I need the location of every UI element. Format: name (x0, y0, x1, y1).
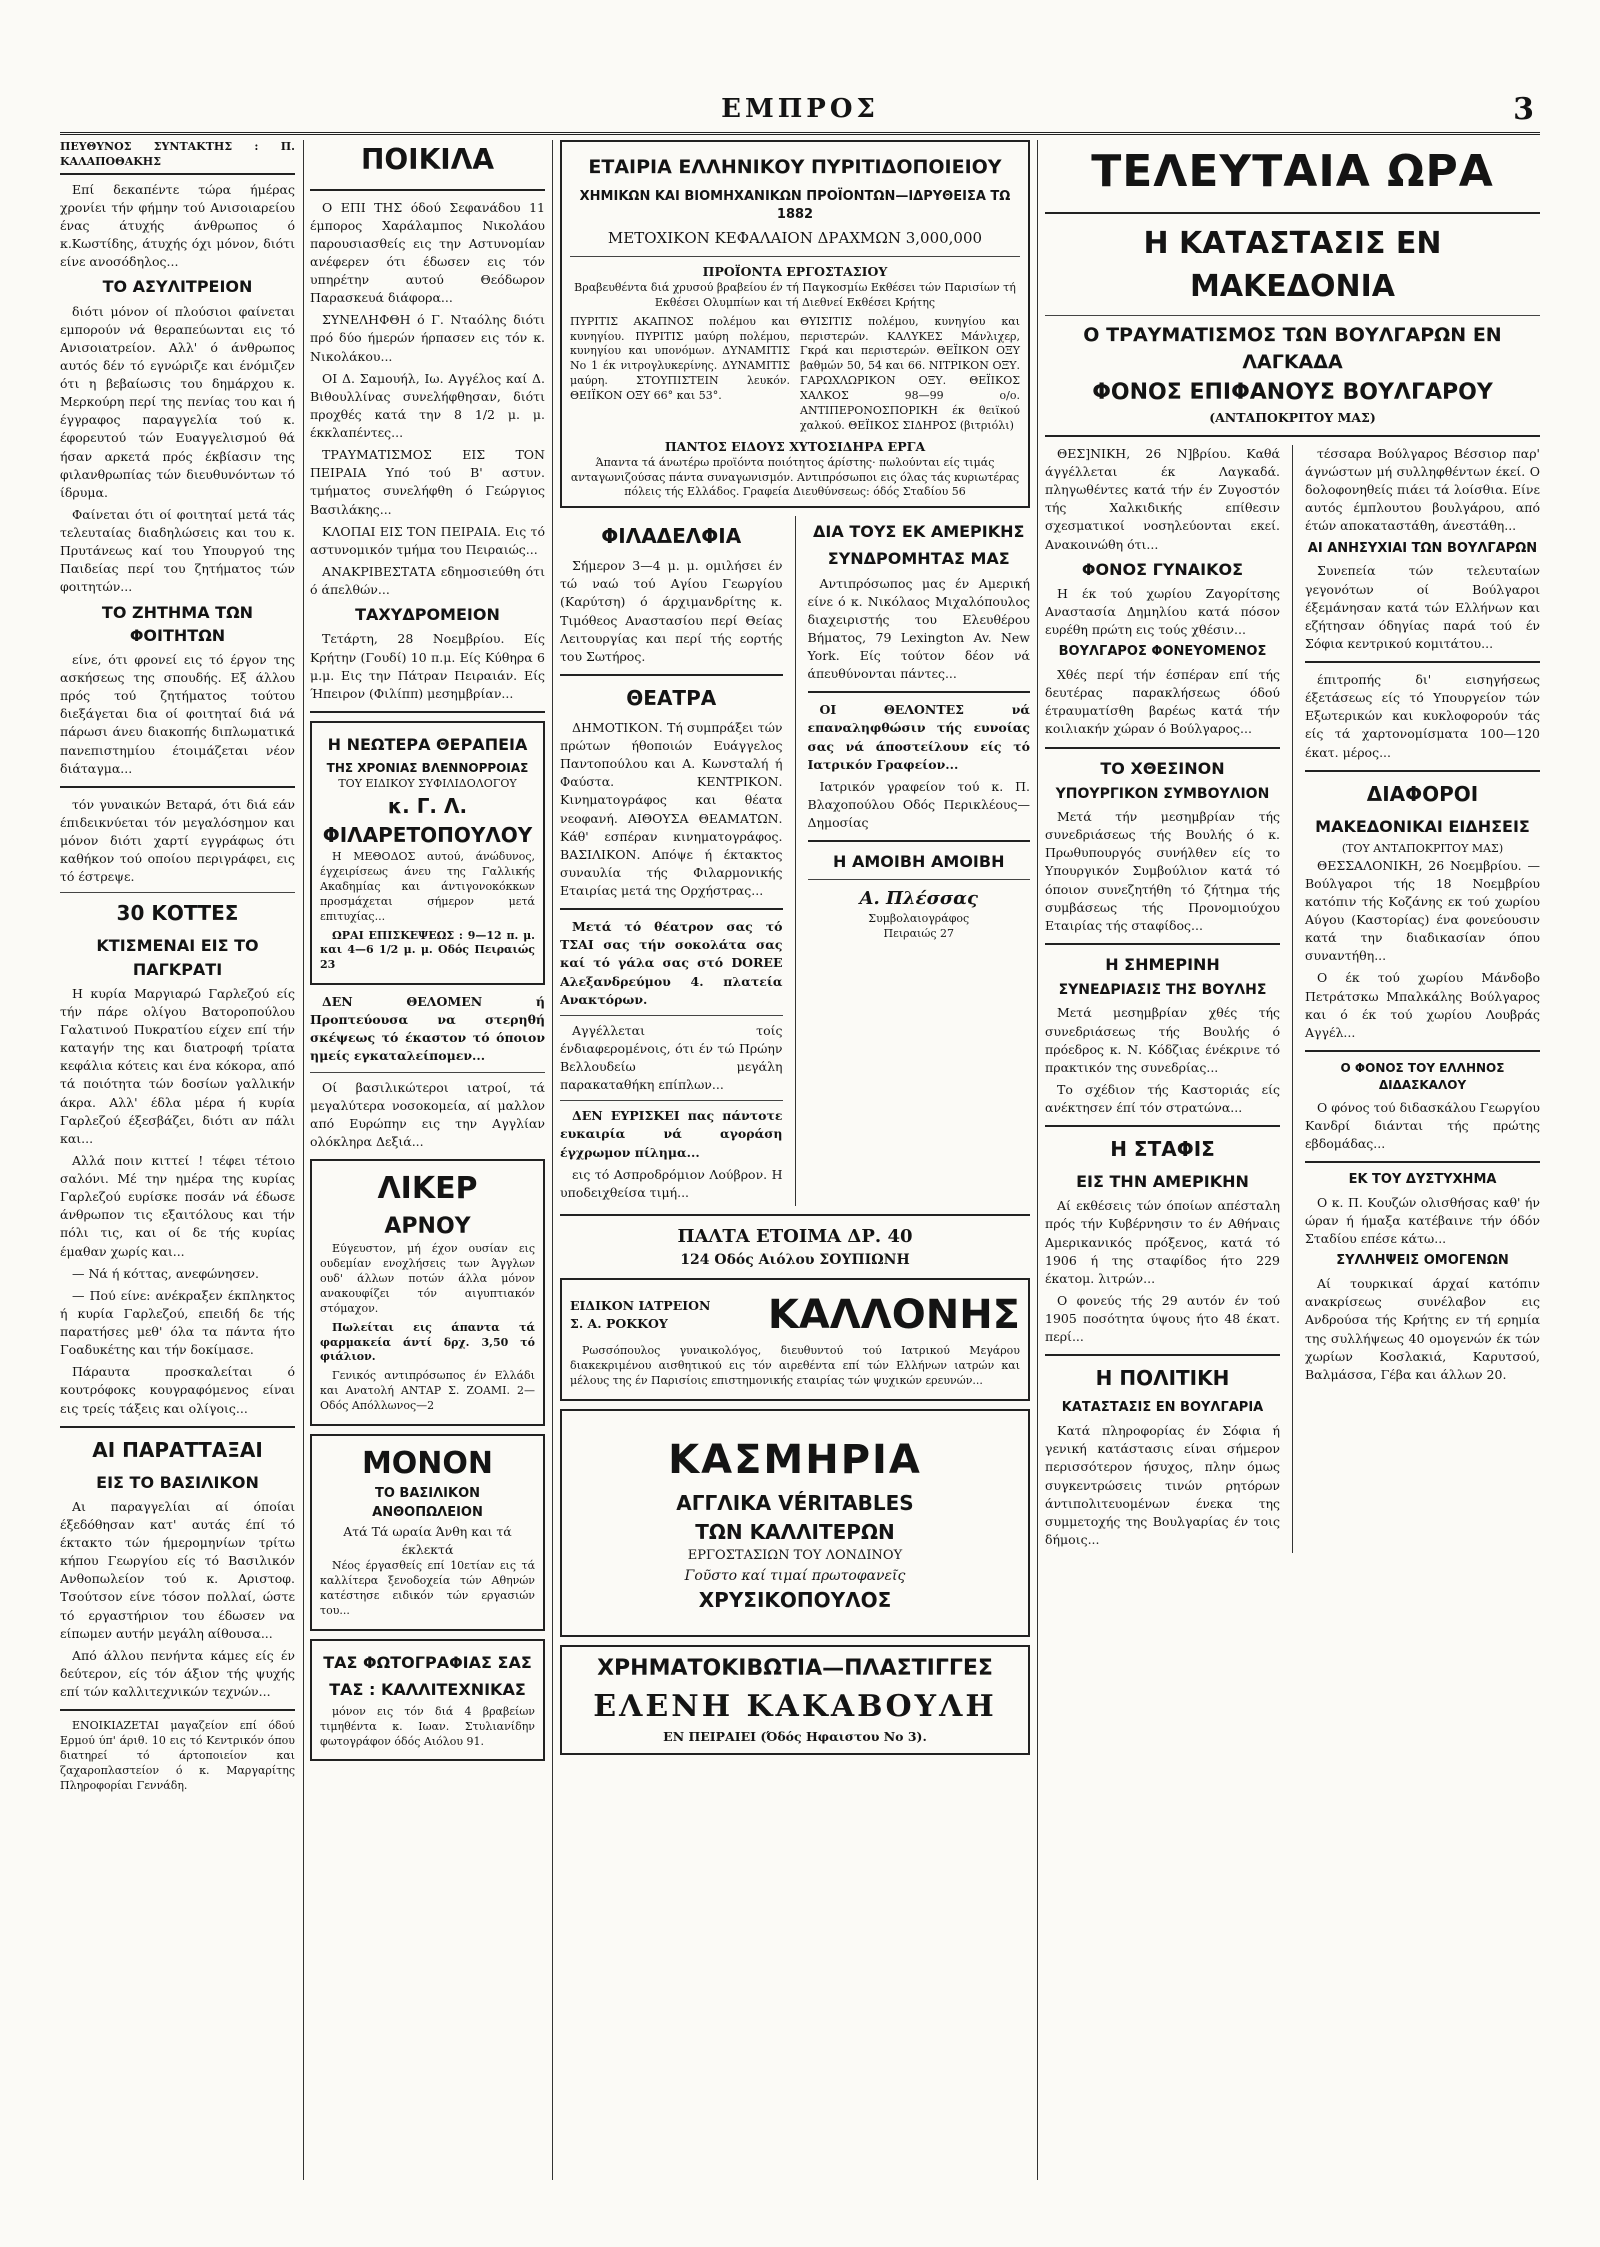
paragraph: Ιατρικόν γραφείον τού κ. Π. Βλαχοπούλου Οδός Περικλέους—Δημοσίας (807, 778, 1030, 831)
paragraph: ΟΙ ΘΕΛΟΝΤΕΣ νά επαναληφθώσιν τής ευνοίας σας νά άποστείλουν είς τό Ιατρικόν Γραφείον... (807, 702, 1030, 772)
notary-role: Συμβολαιογράφος (868, 912, 970, 926)
ad-hours: ΩΡΑΙ ΕΠΙΣΚΕΨΕΩΣ : 9—12 π. μ. και 4—6 1/2 μ. μ. Οδός Πειραιώς 23 (320, 928, 535, 972)
col4-right (1305, 445, 1540, 1553)
section-heading: ΑΙ ΠΑΡΑΤΤΑΞΑΙ (92, 1437, 263, 1462)
paragraph: Συνεπεία τών τελευταίων γεγονότων οί Βούλγαροι έξεμάνησαν κατά τών Ελλήνων και εζήτησαν όδηγίας παρά τού έν Σόφια κεντρικού κομιτάτου... (1305, 563, 1540, 651)
section-subheading: ΕΙΣ ΤΗΝ ΑΜΕΡΙΚΗΝ (1076, 1172, 1249, 1192)
page-number: 3 (1513, 92, 1534, 127)
paragraph: ΣΥΝΕΛΗΦΘΗ ό Γ. Νταόλης διότι πρό δύο ήμερών ήρπασεν εις τόν κ. Νικολάκου... (310, 312, 545, 364)
ad-gunpowder-company (560, 140, 1030, 508)
paragraph: Μετά τήν μεσημβρίαν τής συνεδριάσεως τής Βουλής ό κ. Πρωθυπουργός συνήλθεν είς το Υπουργικόν Συμβούλιον κατά τό όποιον συνεζητήθη τό ζήτημα τής συμβάσεως τής Προνομιούχου Εταιρίας τής σταφίδος... (1045, 809, 1280, 933)
ad-subtitle: ΑΓΓΛΙΚΑ VÉRITABLES (676, 1490, 914, 1515)
ad-text: Ατά Τά ωραία Άνθη και τά έκλεκτά (343, 1523, 512, 1558)
ad-label: ΕΙΔΙΚΟΝ ΙΑΤΡΕΙΟΝ (570, 1298, 711, 1314)
paragraph: Πάραυτα προσκαλείται ό κουτρόφοκς κουγραφόμενος είναι εις τρείς τάξεις και ολίγοις... (60, 1364, 295, 1416)
paragraph: Αγγέλλεται τοίς ένδιαφερομένοις, ότι έν τώ Πρώην Βελλουδείω μεγάλη παρακαταθήκη επίπλων... (560, 1022, 783, 1093)
ad-subtitle: ΧΗΜΙΚΩΝ ΚΑΙ ΒΙΟΜΗΧΑΝΙΚΩΝ ΠΡΟΪΟΝΤΩΝ—ΙΔΡΥΘΕΙΣΑ ΤΩ 1882 (579, 188, 1011, 223)
section-heading: ΤΟ ΧΘΕΣΙΝΟΝ (1100, 758, 1225, 778)
paragraph: ΘΕΣΣΑΛΟΝΙΚΗ, 26 Νοεμβρίου. — Βούλγαροι τής 18 Νοεμβρίου κατόπιν τής Κοζάνης εκ τού χωρίου Αύγου (Καστορίας) ένα φονεύουσιν κατά την διαδικασίαν όπου συναντήθη... (1305, 857, 1540, 964)
paragraph: τόν γυναικών Βεταρά, ότι διά εάν έπιδεικνύεται τόν μεγαλόσημον και μόνον διότι χαρτί εγγράφως ότι καθήκον τού οποίου περιγράφει, εις τό έστρεψε. (60, 796, 295, 885)
classified-ad: ΕΝΟΙΚΙΑΖΕΤΑΙ μαγαζείον επί όδού Ερμού ύπ' άριθ. 10 εις τό Κεντρικόν όπου διατηρεί τό άρτοποιείον και ζαχαροπλαστείον ό κ. Μαργαρίτης Πληροφορίαι Γεννάδη. (60, 1719, 295, 1792)
section-heading: ΑΙ ΑΝΗΣΥΧΙΑΙ ΤΩΝ ΒΟΥΛΓΑΡΩΝ (1307, 540, 1538, 556)
section-heading: 30 ΚΟΤΤΕΣ (116, 901, 239, 926)
ad-tsai: Μετά τό θέατρον σας τό ΤΣΑΙ σας τήν σοκολάτα σας καί τό γάλα σας στό DOREE Αλεξανδρεύμου 4. πλατεία Ανακτόρων. (560, 919, 783, 1007)
section-heading: Η ΣΤΑΦΙΣ (1110, 1137, 1215, 1162)
paragraph: Επί δεκαπέντε τώρα ήμέρας χρονίει τήν φήμην τού Ανισοιαρείου ένας άτυχής άνθρωπος ό κ.Κωστίδης, άτυχής όχι μόνον, διότι είνε ανοσόδηλος... (60, 181, 295, 270)
section-heading: ΕΚ ΤΟΥ ΔΥΣΤΥΧΗΜΑ (1348, 1172, 1497, 1188)
paragraph: Χθές περί τήν έσπέραν επί τής δευτέρας παρακλήσεως όδού έτραυματίσθη βαρέως κατά τήν κοιλιακήν χώραν ό Βούλγαρος... (1045, 667, 1280, 737)
paragraph: Το σχέδιον τής Καστοριάς είς ανέκτησεν έπί τόν στρατώνα... (1045, 1081, 1280, 1116)
ad-coats-address: 124 Οδός Αιόλου ΣΟΥΠΙΩΝΗ (680, 1252, 910, 1269)
ad-therapy (310, 721, 545, 985)
col4-left (1045, 445, 1280, 1553)
section-subheading: ΣΥΝΕΔΡΙΑΣΙΣ ΤΗΣ ΒΟΥΛΗΣ (1058, 982, 1267, 999)
ad-subtitle: ΤΟΥ ΕΙΔΙΚΟΥ ΣΥΦΙΛΙΔΟΛΟΓΟΥ (338, 777, 517, 791)
masthead (60, 90, 1540, 135)
notary-name: Α. Πλέσσας (859, 888, 978, 910)
ad-text: μόνον εις τόν διά 4 βραβείων τιμηθέντα κ. Ιωαν. Στυλιανίδην φωτογράφον όδός Αιόλου 91. (320, 1704, 535, 1748)
ad-liker (310, 1159, 545, 1426)
product-list-right: ΘΥΙΣΙΤΙΣ πολέμου, κυνηγίου και περιστερών. ΚΑΛΥΚΕΣ Μάνλιχερ, Γκρά και περιστερών. ΘΕΪΙΚΟΝ ΟΞΥ βαθμών 50, 54 και 66. ΝΙΤΡΙΚΟΝ ΟΞΥ. ΓΑΡΩΧΛΩΡΙΚΟΝ ΟΞΥ. ΘΕΪΙΚΟΣ ΧΑΛΚΟΣ 98—99 ο/ο. ΑΝΤΙΠΕΡΟΝΟΣΠΟΡΙΚΗ έκ θειϊκού χαλκού. ΘΕΪΙΚΟΣ ΣΙΔΗΡΟΣ (βιτριόλι) (800, 314, 1020, 432)
ad-kasmiria (560, 1409, 1030, 1637)
ad-kallonis (560, 1278, 1030, 1401)
col3-left (560, 516, 783, 1206)
paragraph: Τετάρτη, 28 Νοεμβρίου. Είς Κρήτην (Γουδί) 10 π.μ. Είς Κύθηρα 6 μ.μ. Εις την Πάτραν Πειραιάν. Είς Ήπειρον (Φιλίππ) μεσημβρίαν... (310, 631, 545, 701)
ad-title: ΜΟΝΟΝ (361, 1445, 494, 1481)
headline-lagkada: Ο ΤΡΑΥΜΑΤΙΣΜΟΣ ΤΩΝ ΒΟΥΛΓΑΡΩΝ ΕΝ ΛΑΓΚΑΔΑ (1083, 323, 1502, 374)
paragraph: Μετά μεσημβρίαν χθές τής συνεδριάσεως τής Βουλής ό πρόεδρος κ. Ν. Κόδζιας ένέκρινε τό πρακτικόν της συνεδρίας... (1045, 1005, 1280, 1075)
notary-address: Πειραιώς 27 (883, 927, 954, 941)
ad-title: ΤΑΣ ΦΩΤΟΓΡΑΦΙΑΣ ΣΑΣ (323, 1652, 532, 1672)
ad-title: ΚΑΛΛΟΝΗΣ (767, 1292, 1020, 1339)
ad-title: ΕΤΑΙΡΙΑ ΕΛΛΗΝΙΚΟΥ ΠΥΡΙΤΙΔΟΠΟΙΕΙΟΥ (588, 156, 1002, 178)
paragraph: ΔΕΝ ΕΥΡΙΣΚΕΙ πας πάντοτε ευκαιρία νά αγοράση έγχρωμον πίλημα... (560, 1108, 783, 1160)
newspaper-title: ΕΜΠΡΟΣ (721, 94, 879, 124)
section-heading: ΒΟΥΛΓΑΡΟΣ ΦΟΝΕΥΟΜΕΝΟΣ (1058, 644, 1267, 660)
paragraph: Αντιπρόσωπος μας έν Αμερική είνε ό κ. Νικόλαος Μιχαλόπουλος διαχειριστής του Ελευθέρου Βήματος, 79 Lexington Av. New York. Είς τούτον δέον νά άπευθύνονται πάντες... (807, 575, 1030, 682)
section-heading: ΔΙΑ ΤΟΥΣ ΕΚ ΑΜΕΡΙΚΗΣ (813, 522, 1025, 542)
ad-iron-works: ΠΑΝΤΟΣ ΕΙΔΟΥΣ ΧΥΤΟΣΙΔΗΡΑ ΕΡΓΑ (664, 438, 926, 454)
paragraph: ΑΝΑΚΡΙΒΕΣΤΑΤΑ εδημοσιεύθη ότι ό άπελθών... (310, 563, 545, 598)
product-list-left: ΠΥΡΙΤΙΣ ΑΚΑΠΝΟΣ πολέμου και κυνηγίου. ΠΥΡΙΤΙΣ μαύρη πολέμου, κυνηγίου και υπονόμων. ΔΥΝΑΜΙΤΙΣ Νο 1 έκ νιτρογλυκερίνης. ΔΥΝΑΜΙΤΙΣ μαύρη. ΣΤΟΥΠΙΣΤΕΙΝ λευκόν. ΘΕΙΪΚΟΝ ΟΞΥ 66° και 53°. (570, 314, 790, 403)
ad-address: ΕΝ ΠΕΙΡΑΙΕΙ (Όδός Ηφαιστου Νο 3). (663, 1729, 927, 1745)
column-2 (310, 140, 545, 2180)
paragraph: Σήμερον 3—4 μ. μ. ομιλήσει έν τώ ναώ τού Αγίου Γεωργίου (Καρύτση) ό άρχιμανδρίτης κ. Τιμόθεος Αναστασίου περί Θείας Λειτουργίας και περί τής εορτής του Σωτήρος. (560, 558, 783, 664)
section-subheading: ΜΑΚΕΔΟΝΙΚΑΙ ΕΙΔΗΣΕΙΣ (1315, 816, 1530, 836)
ad-subtitle: ΤΑΣ : ΚΑΛΛΙΤΕΧΝΙΚΑΣ (329, 1679, 526, 1699)
doctor-name: κ. Γ. Λ. ΦΙΛΑΡΕΤΟΠΟΥΛΟΥ (322, 794, 533, 848)
ad-capital: ΜΕΤΟΧΙΚΟΝ ΚΕΦΑΛΑΙΟΝ ΔΡΑΧΜΩΝ 3,000,000 (607, 229, 983, 248)
paragraph: ΔΕΝ ΘΕΛΟΜΕΝ ή Προπτεύουσα να στερηθή σκέψεως τό έκαστον τό όποιον ημείς εγκαταλείπομεν... (310, 994, 545, 1064)
ad-text: Νέος έργασθείς επί 10ετίαν εις τά καλλίτερα ξενοδοχεία τών Αθηνών κατέστησε ειδικόν τών εργασιών του... (320, 1559, 535, 1617)
section-subheading: ΣΥΝΔΡΟΜΗΤΑΣ ΜΑΣ (827, 549, 1010, 569)
paragraph: Από άλλου πενήντα κάμες είς έν δεύτερον, είς τόν άξιον τής ψυχής επί τών καλλιτεχνικών τεχνών... (60, 1647, 295, 1700)
ad-price: Πωλείται εις άπαντα τά φαρμακεία άντί δρχ. 3,50 τό φιάλιον. (320, 1320, 535, 1364)
paragraph: διότι μόνον οί πλούσιοι φαίνεται εμπορούν νά θεραπεύωνται εις τό Ανισοιατρείον. Αλλ' ό άνθρωπος αυτός δέν τό εγνώριζε και ένόμιζεν ότι η βεβαίωσις του δημάρχου κ. Μερκούρη περί της πενίας του και ή έγγραφος παραγγελία τού κ. έφορευτού τών Ευαγγελισμού θά ήσαν αρκετά πρός έκβίασιν της φιλανθρωπίας τών διευθυνόντων τό ίδρυμα. (60, 303, 295, 500)
ad-subtitle: ΑΡΝΟΥ (384, 1213, 471, 1239)
ad-safes (560, 1645, 1030, 1755)
paragraph: Οί βασιλικώτεροι ιατροί, τά μεγαλύτερα νοσοκομεία, αί μαλλον από Ευρώπην εις την Αγγλίαν ολόκληρα Δεξιά... (310, 1079, 545, 1149)
column-1 (60, 140, 295, 2180)
paragraph: Η κυρία Μαργιαρώ Γαρλεζού είς τήν πάρε ολίγου Βατοροπούλου Γαλατινού Πυκρατίου είχεν επί τήν καταγήν της και διατροφή τρίατα κεφάλια κότεις και ένα κόκορα, από τά ποιότητα τών δοσίων γαλλικήν άκρα. Αλλ' έδλα μέρα ή κυρία Γαρλεζού έξεσβάζει, διότι αν πάλι και... (60, 985, 295, 1146)
ad-subtitle: ΕΡΓΟΣΤΑΣΙΩΝ ΤΟΥ ΛΟΝΔΙΝΟΥ (687, 1547, 903, 1563)
paragraph: Η έκ τού χωρίου Ζαγορίτσης Αναστασία Δημηλίου κατά πόσον ευρέθη πρώτη εις τούς χθέσιν... (1045, 585, 1280, 638)
paragraph: είνε, ότι φρονεί εις τό έργον της ασκήσεως της σπουδής. Εξ άλλου πρός τού ζητήματος τούτου διεξάγεται δια οί φοιτηταί διά νά πάρωσι άνευ διακοπής διπλωματικά πανεπιστημίου έτοιμάζεται νέον διάταγμα... (60, 651, 295, 776)
editor-line: ΠΕΥΘΥΝΟΣ ΣΥΝΤΑΚΤΗΣ : Π. ΚΑΛΑΠΟΘΑΚΗΣ (60, 140, 295, 175)
section-heading: ΤΟ ΑΣΥΛΙΤΡΕΙΟΝ (102, 277, 253, 297)
ad-subtitle: ΤΩΝ ΚΑΛΛΙΤΕΡΩΝ (695, 1519, 895, 1544)
paragraph: Ο ΕΠΙ ΤΗΣ όδού Σεφανάδου 11 έμπορος Χαράλαμπος Νικολάου παρουσιασθείς εις την Αστυνομίαν ανέφερεν ότι έδωσεν εις τόν υπηρέτην αυτού Θεόδωρον Παρασκευά διάφορα... (310, 199, 545, 306)
paragraph: ΟΙ Δ. Σαμουήλ, Ιω. Αγγέλος καί Δ. Βιθουλλίνας συνελήφθησαν, διότι προχθές κατά την 8 1/2 μ. μ. έκκλαπέντες... (310, 370, 545, 441)
paragraph: Ο έκ τού χωρίου Μάνδοβο Πετράτσκω Μπαλκάλης Βούλγαρος και ό έκ τού χωρίου Λουβράς Αγγέλ... (1305, 970, 1540, 1040)
ad-merchant: ΕΛΕΝΗ ΚΑΚΑΒΟΥΛΗ (593, 1688, 997, 1724)
col3-right (808, 516, 1031, 1206)
ad-text: Ρωσσόπουλος γυναικολόγος, διευθυντού τού Ιατρικού Μεγάρου διακεκριμένου αισθητικού εις τόν αιρεθέντα επί τών Ελλήνων ιατρών και μέλους της έν Παρισίοις επιστημονικής εταιρίας τών ψυχικών ερευνών... (570, 1344, 1020, 1388)
paragraph: Κατά πληροφορίας έν Σόφια ή γενική κατάστασις είναι σήμερον περισσότερον ήσυχος, πλην όμως συγκεντρώσεις τινών ρητόρων άντιπολιτευομένων ένεκα της συμμετοχής της Βουλγαρίας έν τοις δήμοις... (1045, 1423, 1280, 1547)
headline-macedonia: Η ΚΑΤΑΣΤΑΣΙΣ ΕΝ ΜΑΚΕΔΟΝΙΑ (1143, 225, 1442, 305)
section-heading: ΣΥΛΛΗΨΕΙΣ ΟΜΟΓΕΝΩΝ (1336, 1253, 1509, 1269)
ad-subtitle: ΠΡΟΪΟΝΤΑ ΕΡΓΟΣΤΑΣΙΟΥ (702, 263, 888, 279)
section-subheading: ΚΑΤΑΣΤΑΣΙΣ ΕΝ ΒΟΥΛΓΑΡΙΑ (1061, 1400, 1264, 1416)
ad-merchant: ΧΡΥΣΙΚΟΠΟΥΛΟΣ (698, 1588, 892, 1613)
paragraph: Φαίνεται ότι οί φοιτηταί μετά τάς τελευταίας διαδηλώσεις και του κ. Πρυτάνεως καί του Υπουργού της Παιδείας περί του ζητήματος τών φοιτητών... (60, 506, 295, 595)
headline-correspondent: (ΑΝΤΑΠΟΚΡΙΤΟΥ ΜΑΣ) (1209, 409, 1376, 425)
paragraph: ΚΛΟΠΑΙ ΕΙΣ ΤΟΝ ΠΕΙΡΑΙΑ. Εις τό αστυνομικόν τμήμα του Πειραιώς... (310, 523, 545, 557)
headline-last-hour: ΤΕΛΕΥΤΑΙΑ ΩΡΑ (1091, 146, 1494, 197)
section-heading: ΤΑΧΥΔΡΟΜΕΙΟΝ (355, 605, 500, 625)
ad-photo (310, 1639, 545, 1762)
section-heading: Η ΠΟΛΙΤΙΚΗ (1095, 1366, 1230, 1391)
section-subheading: ΚΤΙΣΜΕΝΑΙ ΕΙΣ ΤΟ ΠΑΓΚΡΑΤΙ (96, 936, 259, 979)
section-heading: Η ΑΜΟΙΒΗ ΑΜΟΙΒΗ (833, 852, 1005, 872)
section-heading: ΠΟΙΚΙΛΑ (360, 143, 495, 176)
paragraph: Ο φονεύς τής 29 αυτόν έν τού 1905 ποσότητα ύψους ήτο 48 έκατ. περί... (1045, 1292, 1280, 1345)
paragraph: — Νά ή κόττας, ανεφώνησεν. (72, 1265, 259, 1281)
paragraph: Ο φόνος τού διδασκάλου Γεωργίου Κανδρί διάνται τής πρώτης εβδομάδας... (1305, 1099, 1540, 1151)
section-heading: ΘΕΑΤΡΑ (626, 685, 717, 710)
paragraph: Αι παραγγελίαι αί όποίαι έξεδόθησαν κατ' αυτάς έπί τό έκτακτο τών ήμερομηνίων τρίτω κήπου Γεωργίου είς τό Βασιλικόν Ανθοπωλείον τού κ. Αριστοφ. Τσούτσον είνε τόσον πολλαί, ώστε τό εργαστήριον του έδωσεν να είπωμεν αυτήν μεγάλη αίθουσα... (60, 1498, 295, 1641)
paragraph: Αλλά ποιν κιττεί ! τέφει τέτοιο σαλόνι. Μέ την ημέρα της κυρίας Γαρλεζού ευρίσκε ποσάν νά έδωσε άνθρωπον τις εξαιτόλους και τήν πόλι τις, και οί δε τής κυρίας έμαθαν χωρίς και... (60, 1152, 295, 1259)
section-heading: ΔΙΑΦΟΡΟΙ (1366, 781, 1479, 806)
section-heading: Ο ΦΟΝΟΣ ΤΟΥ ΕΛΛΗΝΟΣ ΔΙΔΑΣΚΑΛΟΥ (1340, 1060, 1505, 1093)
paragraph: Ο κ. Π. Κουζών ολισθήσας καθ' ήν ώραν ή ήμαξα κατέβαινε τήν όδόν Σταδίου επέσε κάτω... (1305, 1194, 1540, 1247)
paragraph: τέσσαρα Βούλγαρος Βέσσιορ παρ' άγνώστων μή συλληφθέντων έκεί. Ο δολοφονηθείς πιάει τά λοίσθια. Είνε αυτός έμπλουτου βουλγάρου, από έτών αποκαταστάθη, άνεστάθη... (1305, 445, 1540, 534)
section-heading: Η ΣΗΜΕΡΙΝΗ (1105, 954, 1220, 974)
paragraph: έπιτροπής δι' εισηγήσεως έξετάσεως είς τό Υπουργείον τών Εξωτερικών και κυκλοφορούν τάς είς τά χαρτονομίσματα 100—120 έκατ. μέρος... (1305, 672, 1540, 760)
ad-title: ΚΑΣΜΗΡΙΑ (668, 1436, 922, 1483)
ad-title: ΧΡΗΜΑΤΟΚΙΒΩΤΙΑ—ΠΛΑΣΤΙΓΓΕΣ (597, 1656, 993, 1682)
section-heading: ΤΟ ΖΗΤΗΜΑ ΤΩΝ ΦΟΙΤΗΤΩΝ (101, 602, 254, 645)
ad-agent: Γενικός αντιπρόσωπος έν Ελλάδι και Ανατολή ΑΝΤΑΡ Σ. ΖΟΑΜΙ. 2—Οδός Απόλλωνος—2 (320, 1369, 535, 1412)
paragraph: Αί εκθέσεις τών όποίων απέσταλη πρός τήν Κυβέρνησιν το έν Αθήναις Αμερικανικός πρόξενος, κατά τό 1906 ή της σταφίδος ήτο 229 έκατομ. λιτρών... (1045, 1198, 1280, 1286)
ad-doctor: Σ. Α. ΡΟΚΚΟΥ (570, 1316, 668, 1332)
paragraph: — Πού είνε: ανέκραξεν έκπληκτος ή κυρία Γαρλεζού, επειδή δε τής παρατήσες μεθ' όλα τα πάντα ήτο Γοαδυκέτης και τήν δοκίμασε. (60, 1287, 295, 1358)
ad-subtitle: Γοῦστο καί τιμαί πρωτοφανεῖς (684, 1567, 906, 1584)
ad-subtitle: ΤΗΣ ΧΡΟΝΙΑΣ ΒΛΕΝΝΟΡΡΟΙΑΣ (326, 761, 529, 776)
paragraph: εις τό Ασπροδρόμιον Λούβρον. Η υποδειχθείσα τιμή... (560, 1166, 783, 1200)
paragraph: ΘΕΣ]ΝΙΚΗ, 26 Ν]βρίου. Καθά άγγέλλεται έκ Λαγκαδά. πληγωθέντες κατά τήν έν Ζυγοστόν τής Χαλκιδικής επίθεσιν σχεσματικοί νοσηλεύονται εκεί. Ανακοινώθη ότι... (1045, 445, 1280, 552)
ad-title: Η ΝΕΩΤΕΡΑ ΘΕΡΑΠΕΙΑ (327, 734, 528, 754)
paragraph: ΔΗΜΟΤΙΚΟΝ. Τή συμπράξει τών πρώτων ήθοποιών Ευάγγελος Παντοπούλου και Α. Κωνσταλή ή Φαύστα. ΚΕΝΤΡΙΚΟΝ. Κινηματογράφος και θέατα νεοφανή. ΑΙΘΟΥΣΑ ΘΕΑΜΑΤΩΝ. Κάθ' εσπέραν κινηματογράφος. ΒΑΣΙΛΙΚΟΝ. Απόψε ή έκτακτος συναυλία τής Φιλαρμονικής Εταιρίας μετά της Ορχήστρας... (560, 719, 783, 899)
column-3 (560, 140, 1030, 2180)
section-subheading: ΕΙΣ ΤΟ ΒΑΣΙΛΙΚΟΝ (96, 1472, 259, 1492)
ad-coats: ΠΑΛΤΑ ΕΤΟΙΜΑ ΔΡ. 40 (677, 1225, 913, 1247)
newspaper-page (60, 90, 1540, 2190)
ad-monon (310, 1434, 545, 1631)
paragraph: Αί τουρκικαί άρχαί κατόπιν ανακρίσεως συνέλαβον εις Ανδρούσα τής Κρήτης εν τή ερημία της συλλήψεως 40 ομογενών έκ τών χωρίων Κοσλακιά, Καρυτσού, Βαλμάσσα, Γέβα και άλλων 20. (1305, 1276, 1540, 1382)
headline-murder: ΦΟΝΟΣ ΕΠΙΦΑΝΟΥΣ ΒΟΥΛΓΑΡΟΥ (1092, 379, 1493, 405)
ad-subtitle: ΤΟ ΒΑΣΙΛΙΚΟΝ ΑΝΘΟΠΩΛΕΙΟΝ (372, 1486, 483, 1521)
section-subheading: (ΤΟΥ ΑΝΤΑΠΟΚΡΙΤΟΥ ΜΑΣ) (1341, 841, 1504, 855)
ad-text: Εύγευστον, μή έχον ουσίαν εις ουδεμίαν ενοχλήσεις των Άγγλων ουδ' άλλων ποτών άλλα μόνον ανακουφίζει τόν αιγυπτιακόν στόμαχον. (320, 1242, 535, 1315)
section-heading: ΦΟΝΟΣ ΓΥΝΑΙΚΟΣ (1081, 559, 1244, 579)
column-4 (1045, 140, 1540, 2180)
section-heading: ΦΙΛΑΔΕΛΦΙΑ (601, 524, 742, 549)
paragraph: ΤΡΑΥΜΑΤΙΣΜΟΣ ΕΙΣ ΤΟΝ ΠΕΙΡΑΙΑ Υπό τού Β' αστυν. τμήματος συνελήφθη ό Γεώργιος Βασιλάκης... (310, 447, 545, 517)
ad-title: ΛΙΚΕΡ (377, 1171, 478, 1207)
section-subheading: ΥΠΟΥΡΓΙΚΟΝ ΣΥΜΒΟΥΛΙΟΝ (1055, 785, 1270, 802)
ad-text: Άπαντα τά άνωτέρω προϊόντα ποιότητος άρίστης· πωλούνται είς τιμάς ανταγωνιζούσας πάντα συναγωνισμόν. Αντιπρόσωποι εις όλας τάς κυριωτέρας πόλεις τής Ελλάδος. Γραφεία Διευθύνσεως: όδός Σταδίου 56 (570, 455, 1020, 499)
ad-awards: Βραβευθέντα διά χρυσού βραβείου έν τή Παγκοσμίω Εκθέσει τών Παρισίων τή Εκθέσει Ολυμπίων και τή Διεθνεί Εκθέσει Κρήτης (574, 281, 1016, 309)
ad-text: Η ΜΕΘΟΔΟΣ αυτού, άνώδυνος, έγχειρίσεως άνευ της Γαλλικής Ακαδημίας και άντιγονοκόκκων προσμάχεται σήμερον μετά επιτυχίας... (320, 850, 535, 923)
